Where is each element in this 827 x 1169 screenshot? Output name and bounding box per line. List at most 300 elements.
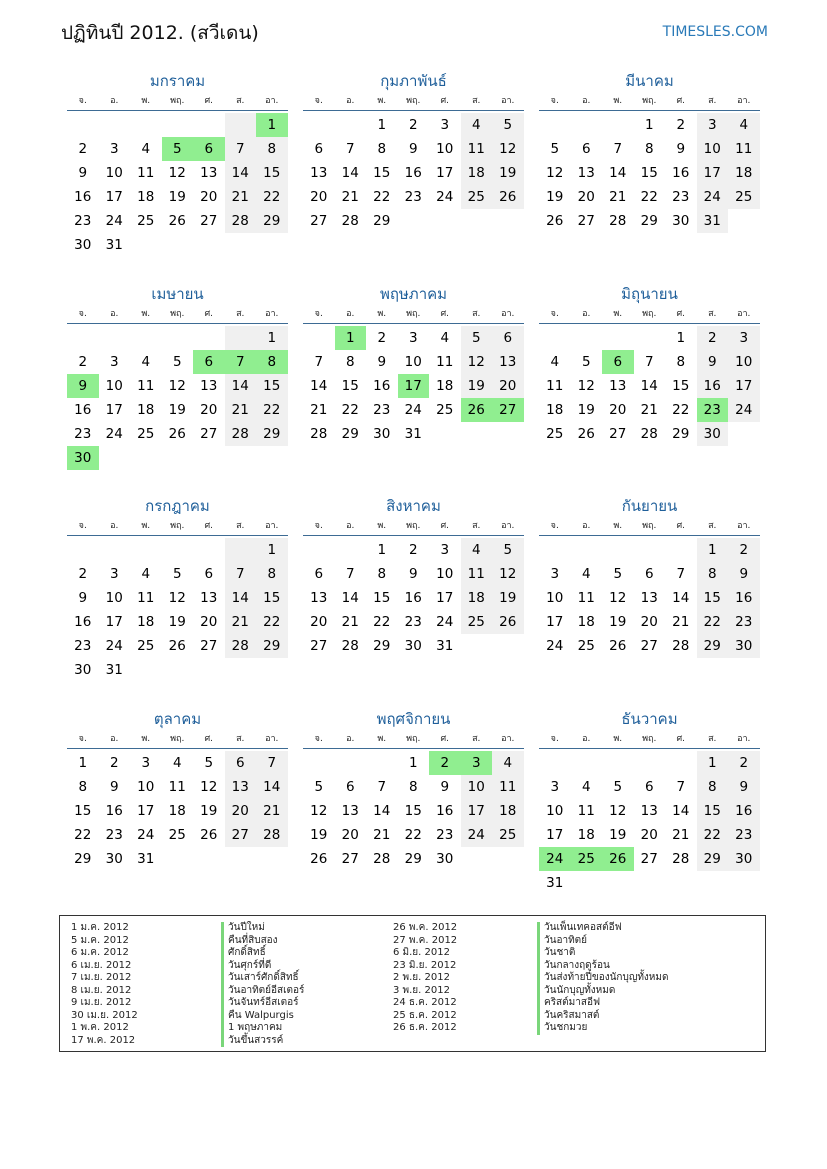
- day-cell: 23: [404, 189, 422, 205]
- day-cell: 6: [644, 779, 654, 795]
- legend-holiday-name: คืนที่สิบสอง: [221, 935, 304, 948]
- day-cell: 23: [74, 213, 92, 229]
- weekday-label: จ.: [78, 521, 87, 531]
- weekday-label: ศ.: [440, 309, 450, 319]
- day-cell: 8: [697, 775, 729, 799]
- day-grid: [67, 751, 288, 871]
- day-cell: 28: [225, 209, 257, 233]
- day-cell: 10: [105, 165, 123, 181]
- weekday-label: พฤ.: [406, 521, 421, 531]
- day-cell: 22: [74, 827, 92, 843]
- day-cell: 11: [168, 779, 186, 795]
- day-cell: 18: [546, 402, 564, 418]
- weekday-label: จ.: [550, 521, 559, 531]
- day-cell: 9: [728, 562, 760, 586]
- day-cell: 23: [74, 638, 92, 654]
- weekday-label: พ.: [377, 521, 387, 531]
- day-cell: 20: [225, 799, 257, 823]
- day-cell: 23: [728, 610, 760, 634]
- day-cell: 15: [672, 378, 690, 394]
- empty-cell: [225, 538, 257, 562]
- day-cell: 30: [74, 662, 92, 678]
- day-cell: 6: [314, 141, 324, 157]
- day-cell: 6: [644, 566, 654, 582]
- holiday-cell: 1: [256, 113, 288, 137]
- day-cell: 17: [436, 165, 454, 181]
- empty-cell: [539, 538, 571, 562]
- empty-cell: [130, 538, 162, 562]
- day-cell: 2: [728, 538, 760, 562]
- day-cell: 21: [609, 189, 627, 205]
- day-cell: 22: [373, 614, 391, 630]
- day-cell: 8: [408, 779, 418, 795]
- day-cell: 27: [577, 213, 595, 229]
- day-grid: [539, 751, 760, 895]
- day-cell: 27: [640, 638, 658, 654]
- legend-date: 6 เม.ย. 2012: [71, 959, 132, 971]
- day-cell: 1: [256, 538, 288, 562]
- day-cell: 29: [373, 213, 391, 229]
- day-cell: 8: [78, 779, 88, 795]
- day-cell: 21: [225, 185, 257, 209]
- day-cell: 12: [200, 779, 218, 795]
- empty-cell: [366, 751, 398, 775]
- weekday-label: พฤ.: [170, 734, 185, 744]
- holiday-cell: 24: [539, 847, 571, 871]
- day-cell: 12: [609, 590, 627, 606]
- day-cell: 19: [168, 614, 186, 630]
- day-cell: 2: [728, 751, 760, 775]
- day-cell: 31: [697, 209, 729, 233]
- day-cell: 2: [78, 566, 88, 582]
- legend-names-right: [537, 922, 669, 1035]
- empty-cell: [99, 113, 131, 137]
- empty-cell: [162, 538, 194, 562]
- day-cell: 15: [256, 161, 288, 185]
- month-name: กรกฎาคม: [145, 497, 210, 515]
- day-cell: 29: [256, 634, 288, 658]
- weekday-label: ศ.: [204, 309, 214, 319]
- day-cell: 9: [728, 775, 760, 799]
- weekday-label: พ.: [141, 521, 151, 531]
- weekday-label: ส.: [236, 96, 245, 106]
- weekday-label: ส.: [472, 734, 481, 744]
- day-cell: 10: [697, 137, 729, 161]
- legend-date: 1 ม.ค. 2012: [71, 922, 129, 933]
- day-cell: 28: [373, 851, 391, 867]
- day-cell: 18: [168, 803, 186, 819]
- empty-cell: [571, 113, 603, 137]
- weekday-header: [539, 305, 760, 324]
- day-cell: 11: [728, 137, 760, 161]
- empty-cell: [602, 538, 634, 562]
- weekday-label: จ.: [314, 309, 323, 319]
- day-cell: 31: [137, 851, 155, 867]
- day-cell: 26: [609, 638, 627, 654]
- day-cell: 24: [436, 614, 454, 630]
- holiday-cell: 17: [398, 374, 430, 398]
- holiday-cell: 25: [571, 847, 603, 871]
- day-cell: 25: [137, 426, 155, 442]
- day-cell: 7: [613, 141, 623, 157]
- holiday-cell: 23: [697, 398, 729, 422]
- day-cell: 23: [74, 426, 92, 442]
- day-cell: 24: [697, 185, 729, 209]
- day-cell: 3: [550, 779, 560, 795]
- day-cell: 15: [74, 803, 92, 819]
- day-cell: 28: [310, 426, 328, 442]
- day-cell: 12: [168, 590, 186, 606]
- weekday-label: ศ.: [676, 96, 686, 106]
- day-cell: 13: [310, 590, 328, 606]
- legend-date: 26 ธ.ค. 2012: [393, 1022, 457, 1033]
- day-cell: 23: [373, 402, 391, 418]
- day-cell: 16: [105, 803, 123, 819]
- weekday-label: อ.: [582, 309, 591, 319]
- day-cell: 18: [728, 161, 760, 185]
- day-cell: 24: [404, 402, 422, 418]
- day-cell: 22: [697, 610, 729, 634]
- day-cell: 15: [341, 378, 359, 394]
- day-cell: 15: [256, 374, 288, 398]
- day-cell: 19: [492, 161, 524, 185]
- day-cell: 30: [697, 422, 729, 446]
- month-block: [539, 72, 760, 233]
- day-cell: 26: [492, 185, 524, 209]
- day-cell: 27: [200, 426, 218, 442]
- day-cell: 20: [200, 402, 218, 418]
- day-cell: 4: [461, 113, 493, 137]
- day-cell: 7: [345, 141, 355, 157]
- day-cell: 17: [728, 374, 760, 398]
- day-cell: 22: [672, 402, 690, 418]
- empty-cell: [67, 113, 99, 137]
- day-cell: 16: [373, 378, 391, 394]
- day-cell: 21: [672, 827, 690, 843]
- weekday-label: จ.: [78, 96, 87, 106]
- day-grid: [539, 113, 760, 233]
- legend-holiday-name: วันอาทิตย์: [537, 935, 669, 948]
- day-cell: 25: [461, 610, 493, 634]
- day-cell: 23: [105, 827, 123, 843]
- legend-date: 3 พ.ย. 2012: [393, 984, 450, 996]
- weekday-label: พฤ.: [642, 96, 657, 106]
- holiday-cell: 6: [193, 137, 225, 161]
- day-cell: 19: [461, 374, 493, 398]
- weekday-label: พ.: [377, 734, 387, 744]
- day-cell: 15: [373, 590, 391, 606]
- day-cell: 30: [404, 638, 422, 654]
- day-cell: 14: [672, 590, 690, 606]
- day-cell: 9: [377, 354, 387, 370]
- day-cell: 7: [644, 354, 654, 370]
- day-cell: 16: [74, 189, 92, 205]
- weekday-label: อ.: [110, 96, 119, 106]
- day-cell: 16: [728, 586, 760, 610]
- day-grid: [67, 113, 288, 257]
- empty-cell: [303, 113, 335, 137]
- month-block: [303, 285, 524, 446]
- empty-cell: [634, 326, 666, 350]
- day-cell: 15: [697, 586, 729, 610]
- day-cell: 9: [440, 779, 450, 795]
- day-cell: 5: [550, 141, 560, 157]
- weekday-header: [539, 730, 760, 749]
- day-cell: 20: [609, 402, 627, 418]
- day-cell: 17: [546, 827, 564, 843]
- weekday-label: จ.: [78, 734, 87, 744]
- day-cell: 14: [310, 378, 328, 394]
- day-cell: 7: [256, 751, 288, 775]
- day-cell: 15: [640, 165, 658, 181]
- day-cell: 13: [577, 165, 595, 181]
- day-cell: 11: [461, 562, 493, 586]
- day-cell: 17: [137, 803, 155, 819]
- day-cell: 23: [436, 827, 454, 843]
- weekday-label: ศ.: [676, 521, 686, 531]
- day-cell: 10: [546, 803, 564, 819]
- legend-date: 30 เม.ย. 2012: [71, 1009, 138, 1021]
- day-cell: 12: [310, 803, 328, 819]
- legend-date: 26 พ.ค. 2012: [393, 922, 458, 933]
- holiday-cell: 27: [492, 398, 524, 422]
- weekday-label: อ.: [582, 96, 591, 106]
- day-cell: 30: [728, 634, 760, 658]
- weekday-label: อา.: [501, 521, 515, 531]
- weekday-label: จ.: [314, 521, 323, 531]
- day-cell: 24: [546, 638, 564, 654]
- day-grid: [303, 538, 524, 658]
- day-cell: 17: [105, 614, 123, 630]
- day-cell: 27: [225, 823, 257, 847]
- holiday-cell: 9: [67, 374, 99, 398]
- day-cell: 25: [461, 185, 493, 209]
- month-block: [539, 285, 760, 446]
- day-cell: 10: [105, 590, 123, 606]
- month-block: [539, 710, 760, 895]
- weekday-label: จ.: [314, 734, 323, 744]
- day-cell: 29: [341, 426, 359, 442]
- weekday-label: อา.: [501, 309, 515, 319]
- legend-dates-left: [71, 922, 138, 1047]
- day-cell: 6: [345, 779, 355, 795]
- weekday-label: จ.: [314, 96, 323, 106]
- empty-cell: [225, 326, 257, 350]
- month-block: [67, 285, 288, 470]
- legend-holiday-name: คืน Walpurgis: [221, 1010, 304, 1023]
- day-cell: 2: [697, 326, 729, 350]
- day-cell: 22: [256, 185, 288, 209]
- day-cell: 17: [105, 402, 123, 418]
- weekday-label: อ.: [110, 521, 119, 531]
- day-cell: 6: [225, 751, 257, 775]
- day-cell: 19: [168, 402, 186, 418]
- day-cell: 3: [408, 330, 418, 346]
- site-link[interactable]: TIMESLES.COM: [662, 24, 768, 40]
- weekday-label: จ.: [550, 96, 559, 106]
- legend-date: 8 เม.ย. 2012: [71, 984, 132, 996]
- day-cell: 8: [256, 562, 288, 586]
- weekday-label: อ.: [110, 309, 119, 319]
- day-cell: 22: [697, 823, 729, 847]
- day-cell: 3: [109, 354, 119, 370]
- day-cell: 11: [461, 137, 493, 161]
- legend-dates-right: [393, 922, 457, 1035]
- day-cell: 30: [436, 851, 454, 867]
- day-cell: 27: [200, 638, 218, 654]
- weekday-label: พฤ.: [642, 521, 657, 531]
- day-cell: 25: [728, 185, 760, 209]
- day-cell: 4: [141, 141, 151, 157]
- day-cell: 2: [109, 755, 119, 771]
- weekday-label: อา.: [265, 309, 279, 319]
- legend-holiday-name: วันชกมวย: [537, 1022, 669, 1035]
- day-cell: 4: [581, 779, 591, 795]
- empty-cell: [225, 113, 257, 137]
- day-cell: 4: [440, 330, 450, 346]
- day-cell: 2: [78, 141, 88, 157]
- day-cell: 9: [78, 165, 88, 181]
- day-cell: 10: [105, 378, 123, 394]
- day-cell: 28: [225, 634, 257, 658]
- day-cell: 27: [640, 851, 658, 867]
- empty-cell: [130, 326, 162, 350]
- day-cell: 13: [200, 590, 218, 606]
- day-cell: 27: [609, 426, 627, 442]
- day-cell: 31: [436, 638, 454, 654]
- month-block: [303, 710, 524, 871]
- empty-cell: [539, 113, 571, 137]
- day-cell: 9: [78, 590, 88, 606]
- day-cell: 23: [728, 823, 760, 847]
- day-cell: 2: [676, 117, 686, 133]
- weekday-header: [303, 92, 524, 111]
- day-cell: 25: [577, 638, 595, 654]
- day-cell: 3: [550, 566, 560, 582]
- legend-holiday-name: วันกลางฤดูร้อน: [537, 960, 669, 973]
- day-cell: 1: [78, 755, 88, 771]
- day-cell: 1: [377, 117, 387, 133]
- day-cell: 18: [137, 402, 155, 418]
- weekday-label: พ.: [377, 96, 387, 106]
- day-cell: 30: [728, 847, 760, 871]
- day-cell: 14: [256, 775, 288, 799]
- day-cell: 14: [672, 803, 690, 819]
- day-cell: 20: [640, 614, 658, 630]
- holiday-cell: 5: [162, 137, 194, 161]
- day-cell: 22: [256, 610, 288, 634]
- day-cell: 23: [404, 614, 422, 630]
- month-name: กันยายน: [621, 497, 678, 515]
- weekday-label: ส.: [236, 521, 245, 531]
- day-cell: 16: [74, 614, 92, 630]
- weekday-label: พฤ.: [642, 309, 657, 319]
- day-cell: 5: [204, 755, 214, 771]
- legend-holiday-name: วันนักบุญทั้งหมด: [537, 985, 669, 998]
- day-cell: 20: [200, 189, 218, 205]
- day-grid: [303, 326, 524, 446]
- weekday-label: ศ.: [440, 521, 450, 531]
- weekday-header: [303, 517, 524, 536]
- day-cell: 25: [137, 638, 155, 654]
- weekday-label: ส.: [472, 521, 481, 531]
- holiday-legend: [59, 915, 766, 1052]
- weekday-label: พฤ.: [642, 734, 657, 744]
- day-cell: 3: [697, 113, 729, 137]
- month-block: [67, 497, 288, 682]
- weekday-label: ส.: [708, 309, 717, 319]
- day-cell: 15: [697, 799, 729, 823]
- day-cell: 20: [310, 189, 328, 205]
- weekday-label: พฤ.: [406, 96, 421, 106]
- day-cell: 20: [310, 614, 328, 630]
- day-cell: 30: [373, 426, 391, 442]
- day-cell: 11: [492, 775, 524, 799]
- day-cell: 27: [310, 638, 328, 654]
- day-cell: 5: [492, 113, 524, 137]
- weekday-label: พ.: [613, 521, 623, 531]
- holiday-cell: 6: [193, 350, 225, 374]
- day-cell: 13: [200, 378, 218, 394]
- legend-date: 23 มิ.ย. 2012: [393, 959, 457, 971]
- weekday-header: [67, 92, 288, 111]
- legend-holiday-name: ศักดิ์สิทธิ์: [221, 947, 304, 960]
- day-cell: 30: [74, 237, 92, 253]
- day-cell: 17: [546, 614, 564, 630]
- holiday-cell: 8: [256, 350, 288, 374]
- day-cell: 14: [225, 586, 257, 610]
- day-cell: 18: [436, 378, 454, 394]
- day-cell: 18: [461, 161, 493, 185]
- day-cell: 11: [577, 803, 595, 819]
- weekday-label: อ.: [110, 734, 119, 744]
- day-grid: [539, 326, 760, 446]
- day-cell: 14: [225, 161, 257, 185]
- weekday-label: ส.: [472, 309, 481, 319]
- day-cell: 5: [172, 354, 182, 370]
- weekday-label: อา.: [501, 96, 515, 106]
- day-cell: 9: [408, 566, 418, 582]
- holiday-cell: 6: [602, 350, 634, 374]
- day-cell: 5: [492, 538, 524, 562]
- month-name: พฤษภาคม: [379, 285, 448, 303]
- day-cell: 30: [672, 213, 690, 229]
- day-cell: 25: [546, 426, 564, 442]
- day-cell: 7: [676, 566, 686, 582]
- weekday-label: ศ.: [204, 96, 214, 106]
- day-cell: 22: [341, 402, 359, 418]
- day-cell: 14: [609, 165, 627, 181]
- weekday-label: อา.: [501, 734, 515, 744]
- day-cell: 21: [373, 827, 391, 843]
- day-grid: [539, 538, 760, 658]
- day-cell: 8: [676, 354, 686, 370]
- day-cell: 30: [105, 851, 123, 867]
- legend-date: 6 มิ.ย. 2012: [393, 947, 450, 958]
- day-cell: 11: [436, 354, 454, 370]
- day-cell: 16: [74, 402, 92, 418]
- month-block: [303, 72, 524, 233]
- day-cell: 17: [697, 161, 729, 185]
- month-name: ตุลาคม: [153, 710, 202, 728]
- day-cell: 8: [345, 354, 355, 370]
- day-cell: 8: [377, 566, 387, 582]
- weekday-header: [67, 730, 288, 749]
- legend-holiday-name: วันขึ้นสวรรค์: [221, 1035, 304, 1048]
- month-name: มิถุนายน: [621, 285, 678, 303]
- day-cell: 24: [728, 398, 760, 422]
- empty-cell: [571, 538, 603, 562]
